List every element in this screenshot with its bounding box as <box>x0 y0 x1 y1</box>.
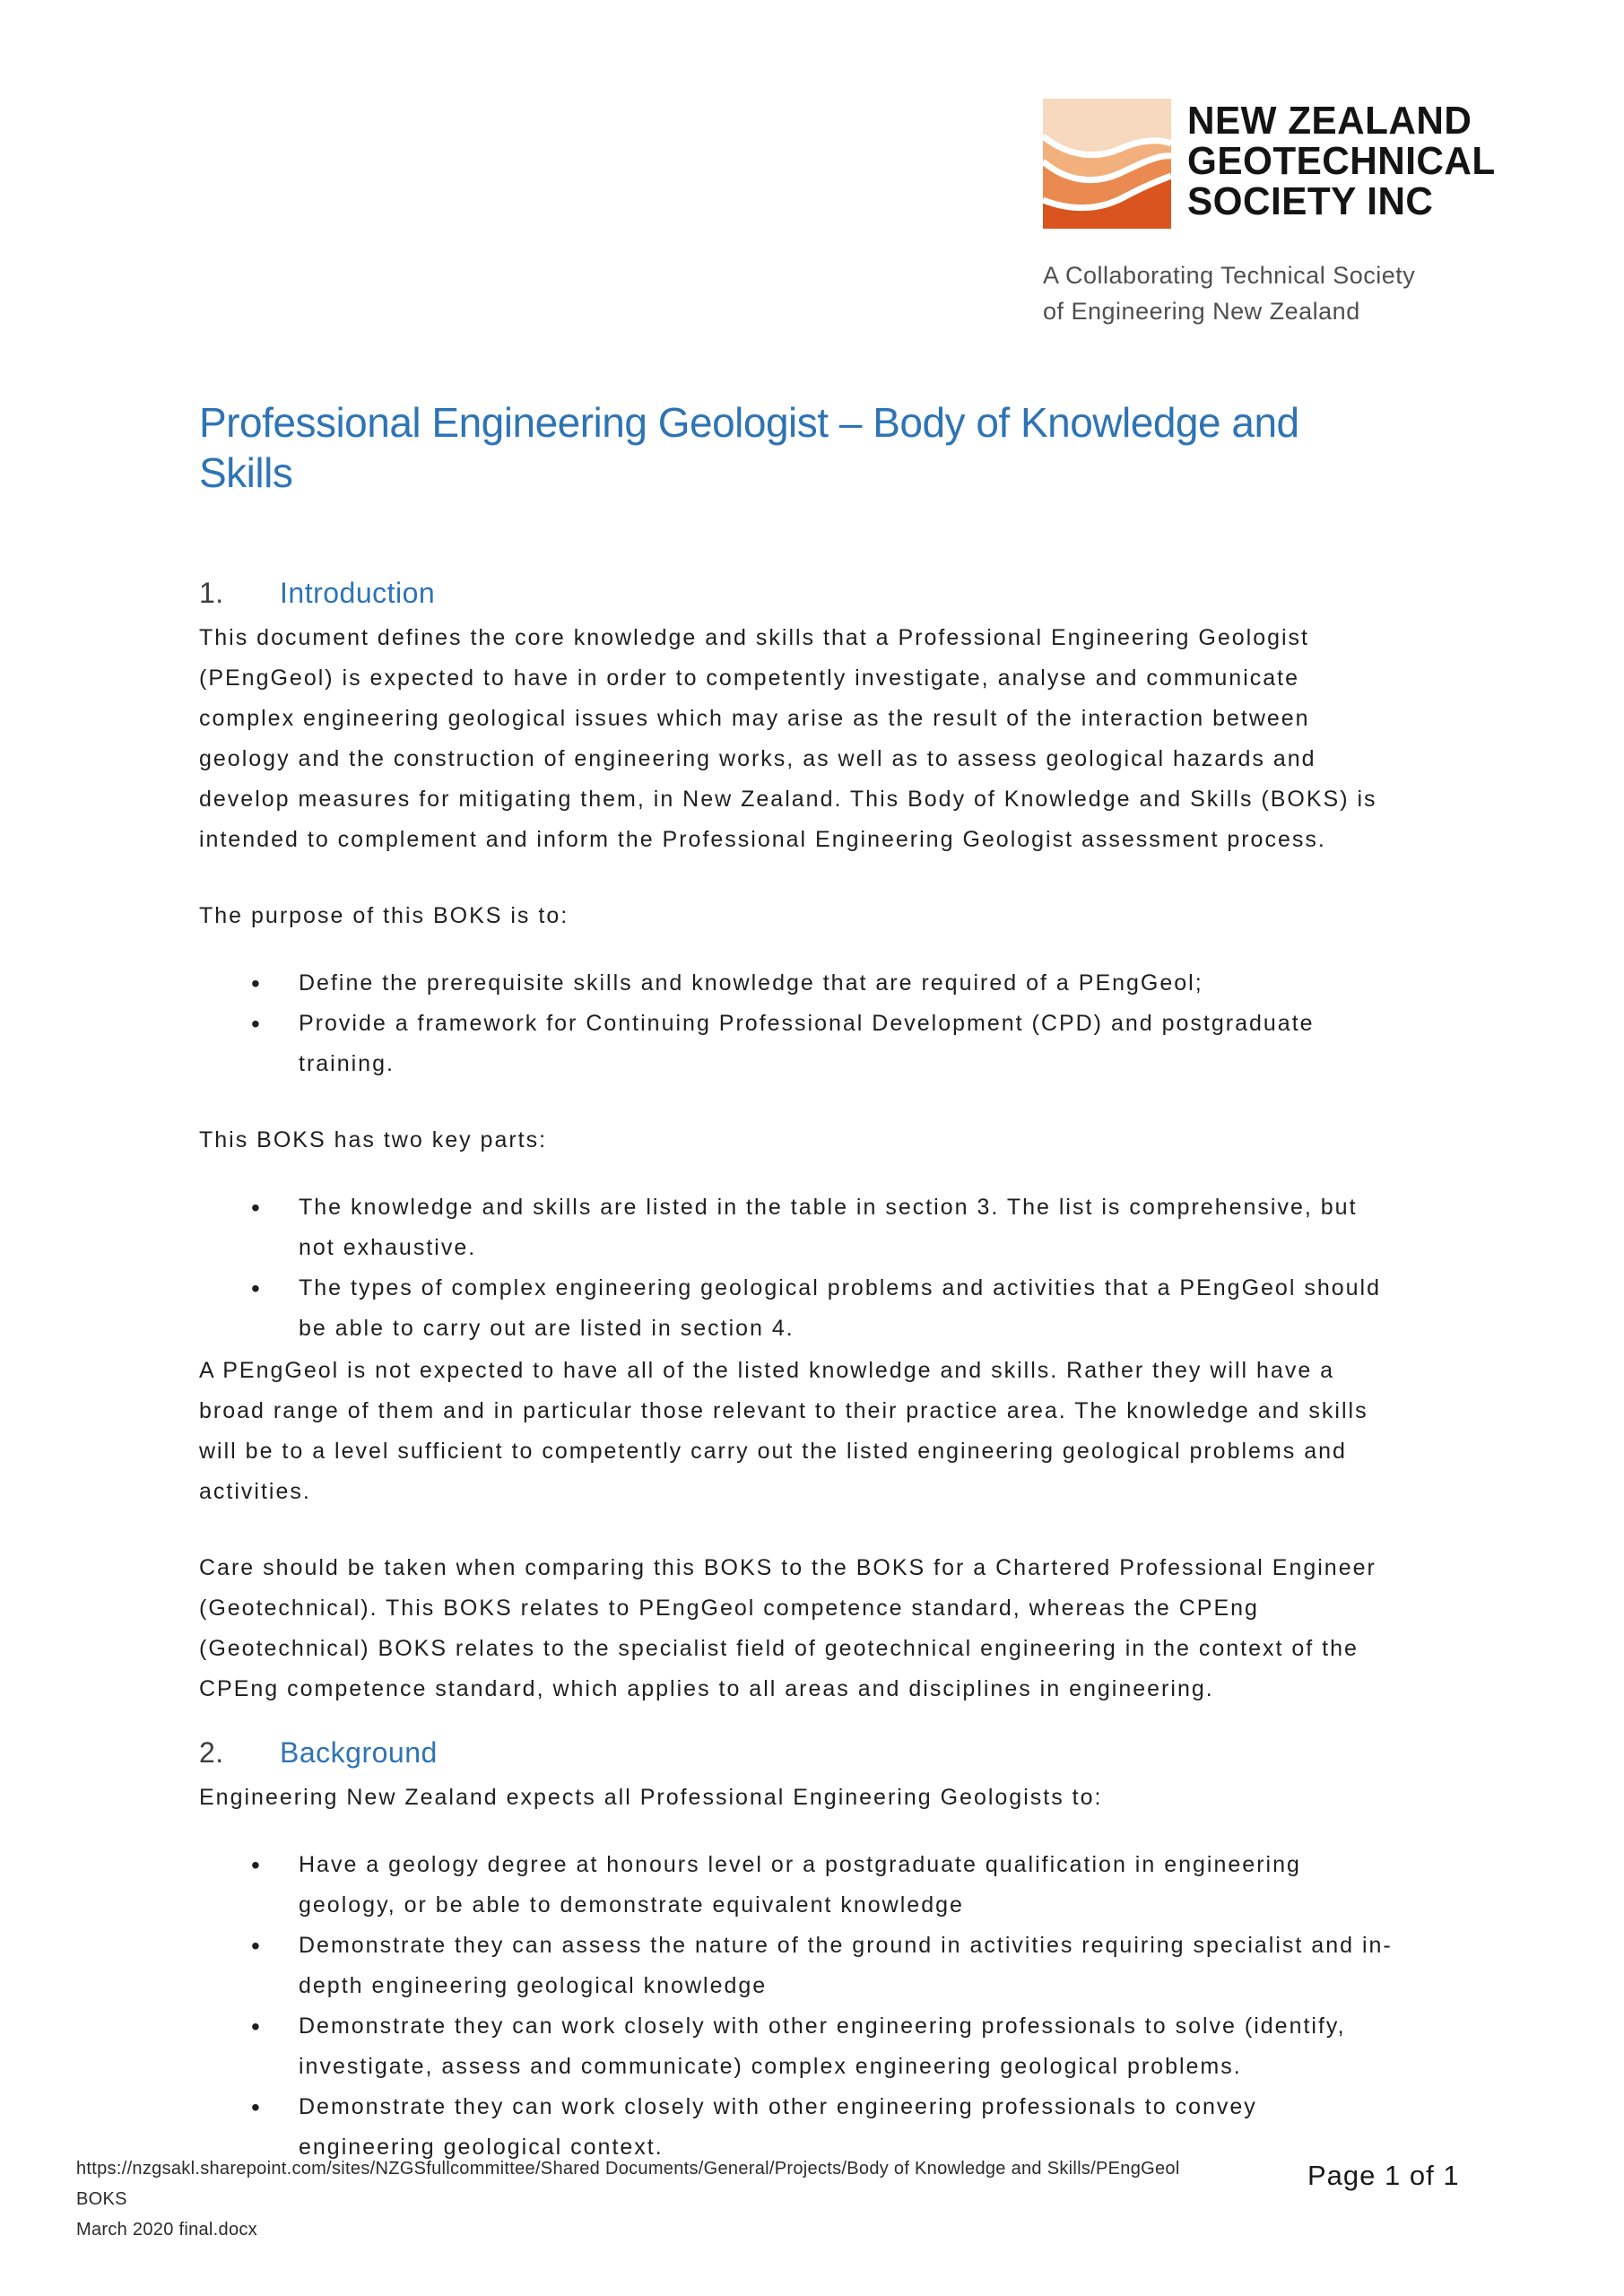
logo-org-line: GEOTECHNICAL <box>1187 139 1496 183</box>
page-number: Page 1 of 1 <box>1307 2160 1460 2191</box>
paragraph: This BOKS has two key parts: <box>199 1127 548 1152</box>
bullet-list-purpose <box>199 963 1401 1084</box>
document-path-line: March 2020 final.docx <box>76 2220 257 2239</box>
section-number: 1. <box>199 577 224 609</box>
list-item: • Demonstrate they can assess the nature of the ground in activities requiring specialist and in-depth engineering geological knowledge <box>299 1926 1401 2006</box>
section-title: Background <box>280 1736 438 1769</box>
list-item: • Have a geology degree at honours level or a postgraduate qualification in engineering geology, or be able to demonstrate equivalent knowledge <box>299 1845 1401 1926</box>
page-title: Professional Engineering Geologist – Body of Knowledge and Skills <box>199 399 1299 496</box>
paragraph: This document defines the core knowledge and skills that a Professional Engineering Geologist (PEngGeol) is expected to have in order to competently investigate, analyse and communicate complex engineering geological issues which may arise as the result of the interaction between geology and the construction of engineering works, as well as to assess geological hazards and develop measures for mitigating them, in New Zealand. This Body of Knowledge and Skills (BOKS) is intended to complement and inform the Professional Engineering Geologist assessment process. <box>199 625 1377 852</box>
paragraph: Engineering New Zealand expects all Professional Engineering Geologists to: <box>199 1785 1103 1810</box>
section-number: 2. <box>199 1736 224 1769</box>
logo-org-line: SOCIETY INC <box>1187 179 1434 223</box>
paragraph: A PEngGeol is not expected to have all of the listed knowledge and skills. Rather they will have a broad range of them and in particular those relevant to their practice area. The knowledge and skills will be to a level sufficient to competently carry out the listed engineering geological problems and activities. <box>199 1358 1368 1504</box>
document-path <box>76 2153 1197 2245</box>
logo-tagline-line: of Engineering New Zealand <box>1043 298 1360 325</box>
paragraph: Care should be taken when comparing this BOKS to the BOKS for a Chartered Professional Engineer (Geotechnical). This BOKS relates to PEngGeol competence standard, whereas the CPEng (Geotechnical) BOKS relates to the specialist field of geotechnical engineering in the context of the CPEng competence standard, which applies to all areas and disciplines in engineering. <box>199 1555 1376 1701</box>
bullet-list-expectations <box>199 1845 1401 2168</box>
list-item: • Provide a framework for Continuing Professional Development (CPD) and postgraduate training. <box>299 1004 1401 1084</box>
bullet-list-key-parts <box>199 1187 1401 1349</box>
document-path-line: https://nzgsakl.sharepoint.com/sites/NZGSfullcommittee/Shared Documents/General/Projects/Body of Knowledge and Skills/PEngGeol BOKS <box>76 2159 1180 2209</box>
list-item: • Demonstrate they can work closely with other engineering professionals to convey engineering geological context. <box>299 2087 1401 2168</box>
section-heading-introduction <box>199 573 1401 613</box>
paragraph: The purpose of this BOKS is to: <box>199 903 569 928</box>
logo-org-line: NEW ZEALAND <box>1187 99 1472 143</box>
document-content <box>199 0 1401 2168</box>
list-item: • The types of complex engineering geological problems and activities that a PEngGeol should be able to carry out are listed in section 4. <box>299 1268 1401 1349</box>
list-item: • Define the prerequisite skills and knowledge that are required of a PEngGeol; <box>299 963 1401 1004</box>
list-item: • Demonstrate they can work closely with other engineering professionals to solve (identify, investigate, assess and communicate) complex engineering geological problems. <box>299 2006 1401 2087</box>
list-item: • The knowledge and skills are listed in the table in section 3. The list is comprehensive, but not exhaustive. <box>299 1187 1401 1268</box>
logo-tagline-line: A Collaborating Technical Society <box>1043 262 1416 289</box>
section-title: Introduction <box>280 577 436 609</box>
section-heading-background <box>199 1733 1401 1772</box>
